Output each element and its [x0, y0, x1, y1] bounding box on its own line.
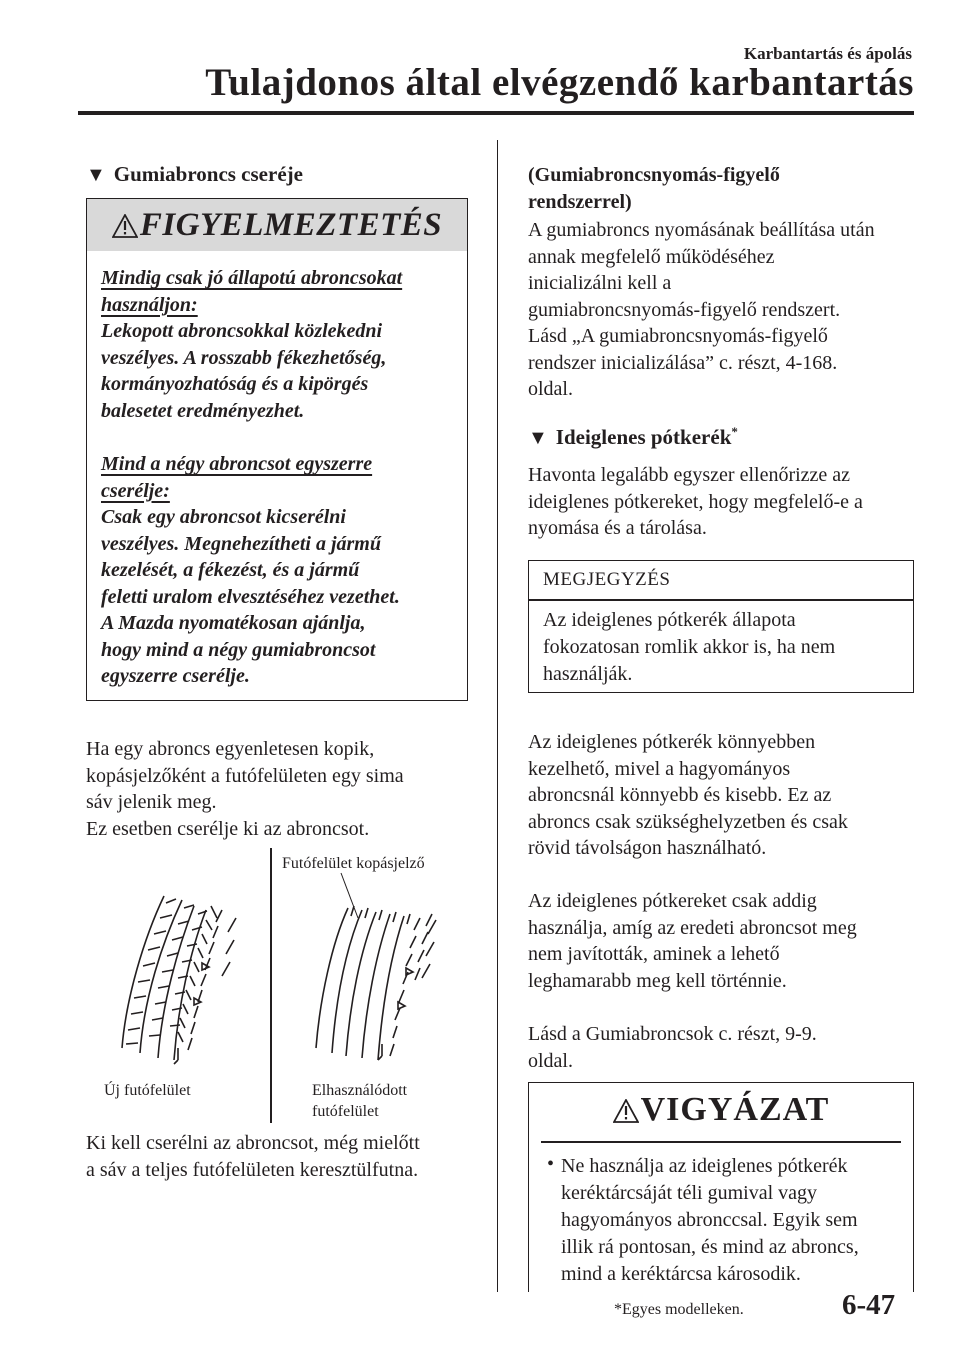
warning-block1-line: veszélyes. A rosszabb fékezhetőség,	[101, 346, 387, 369]
text-line: leghamarabb meg kell történnie.	[528, 969, 787, 992]
warning-triangle-icon	[112, 214, 138, 238]
paragraph-see-tires	[528, 1021, 928, 1074]
text-line: kezelhető, mivel a hagyományos	[528, 757, 791, 780]
caution-box	[528, 1082, 914, 1292]
warning-block2-line: egyszerre cserélje.	[101, 665, 250, 687]
warning-block2-line: Csak egy abroncsot kicserélni	[101, 506, 346, 528]
text-line: illik rá pontosan, és mind az abroncs,	[561, 1236, 859, 1258]
text-line: A gumiabroncs nyomásának beállítása után	[528, 219, 875, 241]
text-line: Havonta legalább egyszer ellenőrizze az	[528, 464, 851, 486]
note-title: MEGJEGYZÉS	[543, 569, 671, 590]
text-line: ideiglenes pótkereket, hogy megfelelő-e a	[528, 490, 863, 513]
paragraph-spare-handling	[528, 729, 928, 862]
text-line: használja, amíg az eredeti abroncsot meg	[528, 916, 857, 939]
paragraph-spare-usage	[528, 888, 928, 994]
text-line: Lásd a Gumiabroncsok c. részt, 9-9.	[528, 1023, 817, 1045]
warning-block1-line: Lekopott abroncsokkal közlekedni	[101, 320, 383, 342]
warning-box	[86, 198, 468, 701]
warning-block2-line: A Mazda nyomatékosan ajánlja,	[101, 612, 366, 634]
text-line: sáv jelenik meg.	[86, 791, 217, 813]
text-line: Az ideiglenes pótkerék könnyebben	[528, 731, 816, 753]
tpms-heading	[528, 162, 928, 215]
label-new-tread: Új futófelület	[104, 1082, 191, 1099]
warning-block1-line: kormányozhatóság és a kipörgés	[101, 373, 369, 395]
page-number: 6-47	[842, 1289, 896, 1321]
heading-text: Ideiglenes pótkerék	[555, 425, 732, 449]
tpms-heading-line1: (Gumiabroncsnyomás-figyelő	[528, 164, 780, 186]
text-line: Ez esetben cserélje ki az abroncsot.	[86, 817, 370, 840]
label-worn-line2: futófelület	[312, 1103, 379, 1120]
header-rule	[78, 111, 914, 115]
text-line: gumiabroncsnyomás-figyelő rendszert.	[528, 298, 841, 321]
text-line: Ne használja az ideiglenes pótkerék	[561, 1155, 848, 1177]
warning-block1-heading-line2: használjon:	[101, 293, 198, 316]
text-line: hagyományos abronccsal. Egyik sem	[561, 1209, 858, 1231]
warning-block-1	[101, 265, 461, 424]
page-title: Tulajdonos által elvégzendő karbantartás	[205, 61, 914, 104]
warning-block2-heading-line2: cserélje:	[101, 479, 170, 502]
heading-text: Gumiabroncs cseréje	[113, 162, 303, 186]
warning-block2-line: kezelését, a fékezést, és a jármű	[101, 559, 360, 581]
heading-tire-replacement	[86, 162, 303, 187]
label-wear-indicator: Futófelület kopásjelző	[282, 855, 425, 872]
warning-title	[87, 207, 467, 244]
paragraph-wear-band	[86, 736, 486, 842]
text-line: inicializálni kell a	[528, 272, 672, 294]
new-tread-illustration	[122, 896, 236, 1064]
text-line: rendszer inicializálása” c. részt, 4-168.	[528, 351, 838, 374]
text-line: Ha egy abroncs egyenletesen kopik,	[86, 738, 375, 760]
heading-temporary-spare	[528, 424, 738, 450]
tpms-paragraph	[528, 217, 928, 403]
caution-title	[529, 1091, 913, 1129]
text-line: Az ideiglenes pótkereket csak addig	[528, 890, 817, 912]
warning-block-2	[101, 451, 461, 690]
text-line: abroncsnál könnyebb és kisebb. Ez az	[528, 784, 832, 806]
worn-tread-illustration	[316, 906, 436, 1060]
warning-block2-line: hogy mind a négy gumiabroncsot	[101, 638, 376, 661]
text-line: nem javították, aminek a lehető	[528, 943, 780, 965]
indicator-leader-line	[341, 873, 358, 918]
note-text	[543, 607, 903, 688]
spare-paragraph	[528, 462, 928, 542]
text-line: Ki kell cserélni az abroncsot, még mielőtt	[86, 1132, 420, 1154]
text-line: keréktárcsáját téli gumival vagy	[561, 1182, 818, 1204]
text-line: kopásjelzőként a futófelületen egy sima	[86, 764, 404, 787]
footnote-star: *	[731, 424, 738, 439]
label-worn-line1: Elhasználódott	[312, 1082, 408, 1099]
tpms-heading-line2: rendszerrel)	[528, 190, 632, 213]
footnote: *Egyes modelleken.	[614, 1301, 744, 1318]
column-divider	[497, 140, 498, 1292]
warning-block1-heading-line1: Mindig csak jó állapotú abroncsokat	[101, 267, 403, 289]
paragraph-replace-before	[86, 1130, 496, 1183]
triangle-bullet-icon: ▼	[86, 164, 106, 186]
warning-block1-line: balesetet eredményezhet.	[101, 399, 305, 422]
triangle-bullet-icon: ▼	[528, 427, 548, 449]
caution-rule	[541, 1141, 901, 1143]
text-line: mind a keréktárcsa károsodik.	[561, 1263, 801, 1285]
warning-triangle-icon	[613, 1099, 639, 1123]
text-line: nyomása és a tárolása.	[528, 517, 707, 539]
warning-block2-line: veszélyes. Megnehezítheti a jármű	[101, 532, 381, 555]
text-line: rövid távolságon használható.	[528, 837, 767, 859]
caution-text	[561, 1153, 901, 1288]
text-line: Az ideiglenes pótkerék állapota	[543, 609, 796, 631]
text-line: oldal.	[528, 1049, 573, 1072]
note-separator	[529, 599, 913, 601]
text-line: használják.	[543, 663, 633, 685]
note-box	[528, 560, 914, 693]
section-name: Karbantartás és ápolás	[743, 44, 912, 63]
label-worn-tread	[312, 1080, 407, 1122]
warning-title-text: FIGYELMEZTETÉS	[139, 207, 443, 243]
text-line: fokozatosan romlik akkor is, ha nem	[543, 636, 836, 658]
text-line: abroncs csak szükséghelyzetben és csak	[528, 810, 848, 833]
warning-block2-line: feletti uralom elvesztéséhez vezethet.	[101, 585, 400, 608]
bullet-point: •	[547, 1153, 555, 1175]
text-line: annak megfelelő működéséhez	[528, 245, 775, 268]
text-line: Lásd „A gumiabroncsnyomás-figyelő	[528, 325, 828, 347]
warning-block2-heading-line1: Mind a négy abroncsot egyszerre	[101, 453, 373, 475]
caution-title-text: VIGYÁZAT	[640, 1091, 830, 1128]
text-line: oldal.	[528, 378, 573, 400]
text-line: a sáv a teljes futófelületen keresztülfutna.	[86, 1158, 419, 1181]
